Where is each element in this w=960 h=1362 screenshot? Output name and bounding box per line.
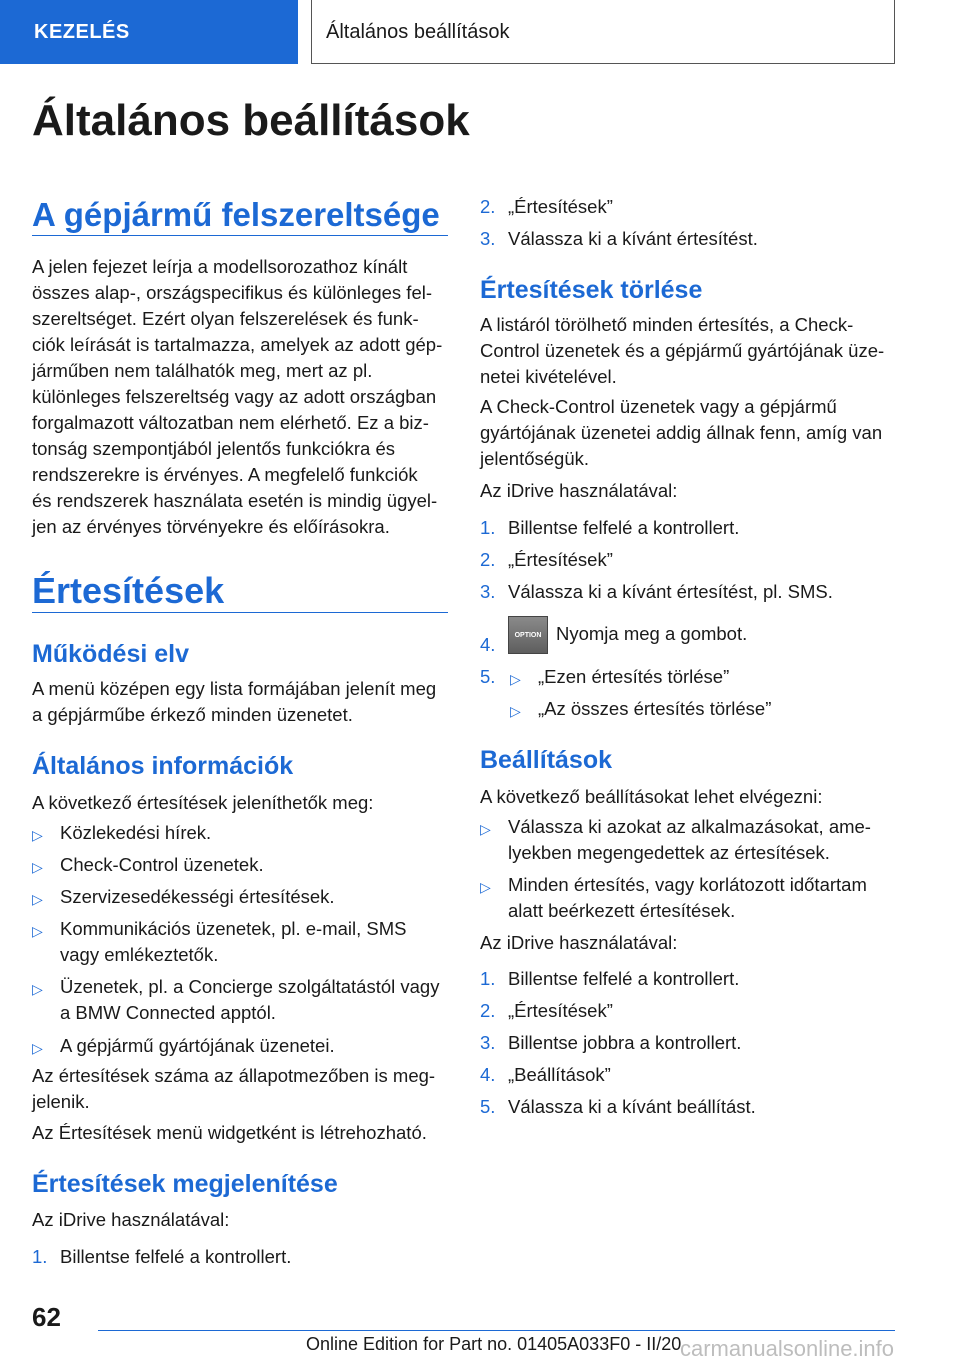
step-number: 1. xyxy=(32,1246,48,1267)
edition-text: Online Edition for Part no. 01405A033F0 - II/20 xyxy=(306,1334,682,1354)
triangle-bullet-icon: ▷ xyxy=(480,879,491,895)
list-item-text: Közlekedési hírek. xyxy=(60,822,212,843)
paragraph-line: A listáról törölhető minden értesítés, a Check- xyxy=(480,314,854,335)
paragraph-line: netei kivételével. xyxy=(480,366,617,387)
general-intro: A következő értesítések jeleníthetők meg: xyxy=(32,792,374,813)
paragraph-line: rendszerekre is érvényes. A megfelelő funkciók xyxy=(32,464,418,485)
step-text: Billentse felfelé a kontrollert. xyxy=(508,968,740,989)
step-number: 2. xyxy=(480,549,496,570)
step-text: Billentse jobbra a kontrollert. xyxy=(508,1032,742,1053)
paragraph-line: tonság szempontjából jelentős funkciókra és xyxy=(32,438,396,459)
paragraph-line: Control üzenetek és a gépjármű gyártójának üze- xyxy=(480,340,885,361)
paragraph-line: jen az érvényes törvényekre és előírásokra. xyxy=(32,516,390,537)
notifications-heading: Értesítések xyxy=(32,570,225,611)
step-text xyxy=(508,616,747,654)
step-number: 1. xyxy=(480,968,496,989)
list-item-text: Üzenetek, pl. a Concierge szolgáltatástól vagy xyxy=(60,976,440,997)
heading-rule xyxy=(32,612,448,613)
list-item-text: Kommunikációs üzenetek, pl. e-mail, SMS xyxy=(60,918,407,939)
chapter-title: Általános beállítások xyxy=(311,0,895,64)
step-number: 4. xyxy=(480,1064,496,1085)
paragraph-line: a gépjárműbe érkező minden üzenetet. xyxy=(32,704,353,725)
step-number: 4. xyxy=(480,634,496,655)
list-item-text: A gépjármű gyártójának üzenetei. xyxy=(60,1035,335,1056)
list-item-text: a BMW Connected apptól. xyxy=(60,1002,276,1023)
paragraph-line: járműben nem találhatók meg, mert az pl. xyxy=(32,360,373,381)
triangle-bullet-icon: ▷ xyxy=(32,981,43,997)
step-text: „Ezen értesítés törlése” xyxy=(538,666,730,687)
paragraph-line: és rendszerek használata esetén is mindig ügyel- xyxy=(32,490,438,511)
triangle-bullet-icon: ▷ xyxy=(480,821,491,837)
step-text: „Beállítások” xyxy=(508,1064,611,1085)
step-text: Válassza ki a kívánt beállítást. xyxy=(508,1096,756,1117)
triangle-bullet-icon: ▷ xyxy=(32,859,43,875)
settings-intro-2: Az iDrive használatával: xyxy=(480,932,678,953)
step-number: 3. xyxy=(480,1032,496,1053)
paragraph-line: szereltséget. Ezért olyan felszerelések és funk- xyxy=(32,308,419,329)
option-button-icon: OPTION xyxy=(508,616,548,654)
equipment-heading: A gépjármű felszereltsége xyxy=(32,196,440,233)
list-item-text: Válassza ki azokat az alkalmazásokat, ame- xyxy=(508,816,871,837)
step-text: „Értesítések” xyxy=(508,549,613,570)
step-number: 2. xyxy=(480,196,496,217)
list-item-text: Check-Control üzenetek. xyxy=(60,854,264,875)
paragraph-line: különleges felszereltség vagy az adott országban xyxy=(32,386,437,407)
paragraph-line: ciók leírását is tartalmazza, amelyek az adott gép- xyxy=(32,334,443,355)
step-number: 1. xyxy=(480,517,496,538)
triangle-bullet-icon: ▷ xyxy=(32,1040,43,1056)
list-item-text: alatt beérkezett értesítések. xyxy=(508,900,736,921)
step-number: 3. xyxy=(480,228,496,249)
step-number: 5. xyxy=(480,1096,496,1117)
step-number: 5. xyxy=(480,666,496,687)
principle-heading: Működési elv xyxy=(32,640,189,668)
delete-heading: Értesítések törlése xyxy=(480,276,703,304)
watermark: carmanualsonline.info xyxy=(680,1336,895,1361)
widget-paragraph: Az Értesítések menü widgetként is létrehozható. xyxy=(32,1122,427,1143)
page-header xyxy=(0,0,960,66)
list-item-text: Minden értesítés, vagy korlátozott időtartam xyxy=(508,874,867,895)
triangle-bullet-icon: ▷ xyxy=(32,827,43,843)
triangle-bullet-icon: ▷ xyxy=(32,923,43,939)
triangle-bullet-icon: ▷ xyxy=(32,891,43,907)
paragraph-line: A jelen fejezet leírja a modellsorozathoz kínált xyxy=(32,256,408,277)
page-number: 62 xyxy=(32,1302,61,1332)
step-text: Válassza ki a kívánt értesítést, pl. SMS. xyxy=(508,581,833,602)
delete-intro: Az iDrive használatával: xyxy=(480,480,678,501)
step-number: 3. xyxy=(480,581,496,602)
paragraph-line: A menü középen egy lista formájában jelenít meg xyxy=(32,678,437,699)
general-info-heading: Általános információk xyxy=(32,752,294,780)
step-text: Válassza ki a kívánt értesítést. xyxy=(508,228,758,249)
list-item-text: lyekben megengedettek az értesítések. xyxy=(508,842,830,863)
section-tab: KEZELÉS xyxy=(0,0,298,64)
step-text: „Értesítések” xyxy=(508,1000,613,1021)
triangle-bullet-icon: ▷ xyxy=(510,703,521,719)
paragraph-line: összes alap-, országspecifikus és különleges fel- xyxy=(32,282,432,303)
settings-intro: A következő beállításokat lehet elvégezni: xyxy=(480,786,823,807)
paragraph-line: forgalmazott változatban nem elérhető. Ez a biz- xyxy=(32,412,429,433)
step-text: „Az összes értesítés törlése” xyxy=(538,698,772,719)
paragraph-line: A Check-Control üzenetek vagy a gépjármű xyxy=(480,396,837,417)
step-number: 2. xyxy=(480,1000,496,1021)
step-text: Billentse felfelé a kontrollert. xyxy=(508,517,740,538)
step-text: „Értesítések” xyxy=(508,196,613,217)
footer-rule xyxy=(98,1330,895,1331)
step-4-text: Nyomja meg a gombot. xyxy=(556,622,748,644)
display-heading: Értesítések megjelenítése xyxy=(32,1170,338,1198)
paragraph-line: gyártójának üzenetei addig állnak fenn, amíg van xyxy=(480,422,883,443)
paragraph-line: Az értesítések száma az állapotmezőben is meg- xyxy=(32,1065,436,1086)
settings-heading: Beállítások xyxy=(480,746,613,774)
step-text: Billentse felfelé a kontrollert. xyxy=(60,1246,292,1267)
heading-rule xyxy=(32,235,448,236)
list-item-text: Szervizesedékességi értesítések. xyxy=(60,886,335,907)
display-intro: Az iDrive használatával: xyxy=(32,1209,230,1230)
paragraph-line: jelentőségük. xyxy=(480,448,590,469)
page-title: Általános beállítások xyxy=(32,96,470,145)
list-item-text: vagy emlékeztetők. xyxy=(60,944,219,965)
paragraph-line: jelenik. xyxy=(32,1091,90,1112)
triangle-bullet-icon: ▷ xyxy=(510,671,521,687)
